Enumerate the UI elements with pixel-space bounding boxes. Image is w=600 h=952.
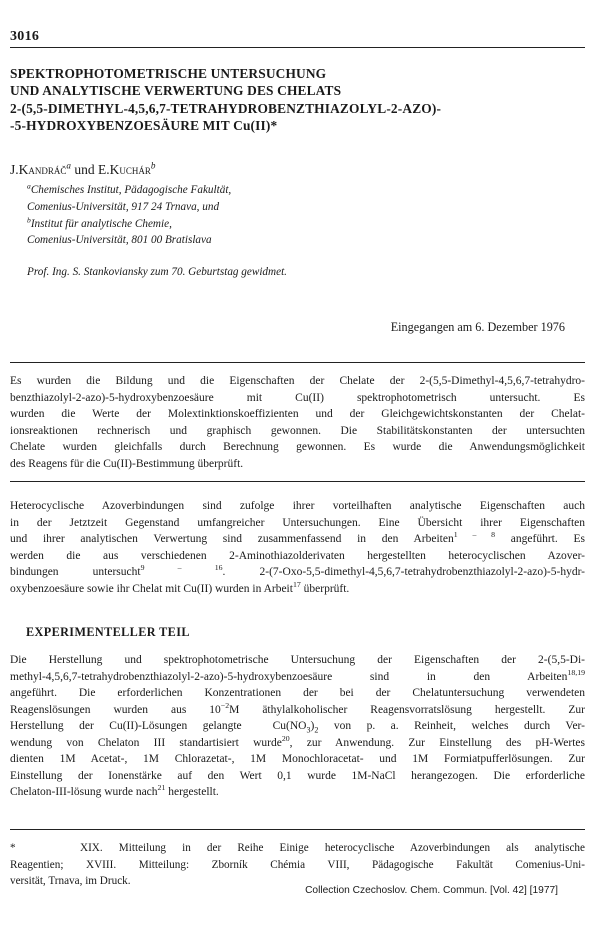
section-heading: EXPERIMENTELLER TEIL: [26, 625, 190, 639]
affiliation-a-line: Chemisches Institut, Pädagogische Fakultät,: [30, 184, 232, 196]
intro-line: [10, 564, 585, 581]
intro-line: in der Jetztzeit Gegenstand umfangreicher Untersuchungen. Eine Übersicht ihrer Eigenschaften: [10, 516, 585, 529]
page-number: 3016: [10, 29, 40, 44]
exp-text: hergestellt.: [165, 786, 219, 798]
abstract-top-rule: [10, 362, 585, 363]
exp-text: , zur Anwendung. Zur Einstellung des pH-Wertes: [289, 736, 585, 749]
intro-line: Heterocyclische Azoverbindungen sind zufolge ihrer vorteilhaften analytische Eigenschaften auch: [10, 500, 585, 512]
intro-line: werden die aus verschiedenen 2-Aminothiazolderivaten hergestellten heterocyclischen Azover-: [10, 549, 585, 562]
affiliations: [27, 182, 231, 249]
footnote-rule: [10, 829, 585, 830]
intro-text: . 2-(7-Oxo-5,5-dimethyl-4,5,6,7-tetrahydrobenzthiazolyl-2-azo)-5-hydr-: [222, 566, 586, 578]
intro-line: [10, 531, 585, 548]
experimental-line: [10, 669, 585, 686]
journal-citation: Collection Czechoslov. Chem. Commun. [Vol. 42] [1977]: [305, 885, 558, 896]
experimental-line: [10, 702, 585, 719]
abstract-bottom-rule: [10, 481, 585, 482]
exp-text: von p. a. Reinheit, welches durch Ver-: [318, 720, 585, 732]
title-line: SPEKTROPHOTOMETRISCHE UNTERSUCHUNG: [10, 66, 327, 81]
exp-text: methyl-4,5,6,7-tetrahydrobenzthiazolyl-2-azo)-5-hydroxybenzoesäure sind in den Arbeiten: [10, 670, 568, 683]
author-kandrac: J.Kandráč: [10, 162, 67, 177]
author-conjunction: und: [70, 162, 98, 177]
abstract-line: wurden die Werte der Molextinktionskoeffizienten und der Gleichgewichtskonstanten der Chelat-: [10, 408, 585, 420]
intro-text: und ihrer analytischen Verwertung sind zusammenfassend in den Arbeiten: [10, 533, 454, 545]
experimental-line: dienten 1M Acetat-, 1M Chlorazetat-, 1M Monochloracetat- und 1M Formiatpufferlösungen. Zur: [10, 753, 585, 765]
intro-text: angeführt. Es: [495, 533, 585, 545]
footnote: [10, 840, 585, 890]
header-rule: [10, 47, 585, 48]
exp-text: Reagenslösungen wurden aus 10: [10, 703, 221, 716]
experimental-line: Die Herstellung und spektrophotometrische Untersuchung der Eigenschaften der 2-(5,5-Di-: [10, 654, 585, 666]
exp-text: wendung von Chelaton III standartisiert wurde: [10, 736, 282, 749]
subscript: 3: [306, 725, 311, 735]
exp-text: ): [310, 720, 315, 732]
citation-ref: 18,19: [567, 667, 585, 677]
intro-line: [10, 581, 585, 598]
author-kuchar: E.Kuchár: [97, 162, 151, 177]
experimental-line: [10, 735, 585, 752]
affiliation-mark: a: [66, 160, 71, 171]
intro-text: oxybenzoesäure sowie ihr Chelat mit Cu(II) wurden in Arbeit: [10, 582, 293, 595]
citation-ref: 1 – 8: [453, 530, 496, 540]
citation-ref: 20: [281, 733, 290, 743]
footnote-line: Reagentien; XVIII. Mitteilung: Zborník Chémia VIII, Pädagogische Fakultät Comenius-Uni-: [10, 858, 585, 871]
citation-ref: 21: [157, 783, 166, 793]
introduction-paragraph: [10, 498, 585, 597]
title-line: 2-(5,5-DIMETHYL-4,5,6,7-TETRAHYDROBENZTHIAZOLYL-2-AZO)-: [10, 100, 442, 116]
intro-text: bindungen untersucht: [10, 566, 141, 578]
citation-ref: 9 – 16: [140, 563, 223, 573]
abstract-line: des Reagens für die Cu(II)-Bestimmung überprüft.: [10, 457, 244, 470]
authors: [10, 162, 155, 178]
affiliation-mark: a: [27, 181, 31, 191]
affiliation-mark: b: [27, 214, 31, 224]
exp-text: Chelaton-III-lösung wurde nach: [10, 786, 158, 798]
subscript: 2: [314, 725, 319, 735]
abstract-line: benzthiazolyl-2-azo)-5-hydroxybenzoesäure mit Cu(II) spektrophotometrisch untersucht. Es: [10, 391, 585, 404]
footnote-line: * XIX. Mitteilung in der Reihe Einige heterocyclische Azoverbindungen als analytische: [10, 842, 585, 854]
citation-ref: 17: [292, 579, 301, 589]
abstract-line: Es wurden die Bildung und die Eigenschaften der Chelate der 2-(5,5-Dimethyl-4,5,6,7-tetrahydro-: [10, 375, 585, 387]
experimental-paragraph: [10, 652, 585, 801]
dedication: Prof. Ing. S. Stankoviansky zum 70. Geburtstag gewidmet.: [27, 266, 287, 278]
exp-text: M äthylalkoholischer Reagensvorratslösung hergestellt. Zur: [229, 703, 585, 716]
experimental-line: Einstellung der Ionenstärke auf den Wert 0,1 wurde 1M-NaCl herangezogen. Die erforderliche: [10, 769, 585, 782]
intro-text: überprüft.: [300, 582, 350, 595]
title-line: -5-HYDROXYBENZOESÄURE MIT Cu(II)*: [10, 118, 278, 134]
received-date: Eingegangen am 6. Dezember 1976: [390, 320, 565, 334]
affiliation-mark: b: [150, 160, 156, 171]
title-line: UND ANALYTISCHE VERWERTUNG DES CHELATS: [10, 83, 342, 99]
article-title: [10, 65, 570, 135]
abstract: [10, 373, 585, 472]
abstract-line: ionsreaktionen rechnerisch und graphisch gewonnen. Die Stabilitätskonstanten der untersuchten: [10, 424, 585, 437]
abstract-line: Chelate wurden gleichfalls durch Berechnung gewonnen. Es wurde die Anwendungsmöglichkeit: [10, 441, 585, 453]
exp-text: Herstellung der Cu(II)-Lösungen gelangte Cu(NO: [10, 720, 307, 732]
exponent: −2: [220, 700, 230, 710]
experimental-line: [10, 718, 585, 735]
affiliation-b-line: Comenius-Universität, 801 00 Bratislava: [27, 234, 212, 247]
experimental-line: angeführt. Die erforderlichen Konzentrationen der bei der Chelatuntersuchung verwendeten: [10, 687, 585, 699]
affiliation-a-line: Comenius-Universität, 917 24 Trnava, und: [27, 200, 220, 213]
footnote-line: versität, Trnava, im Druck.: [10, 875, 131, 887]
affiliation-b-line: Institut für analytische Chemie,: [30, 217, 172, 230]
experimental-line: [10, 784, 585, 801]
